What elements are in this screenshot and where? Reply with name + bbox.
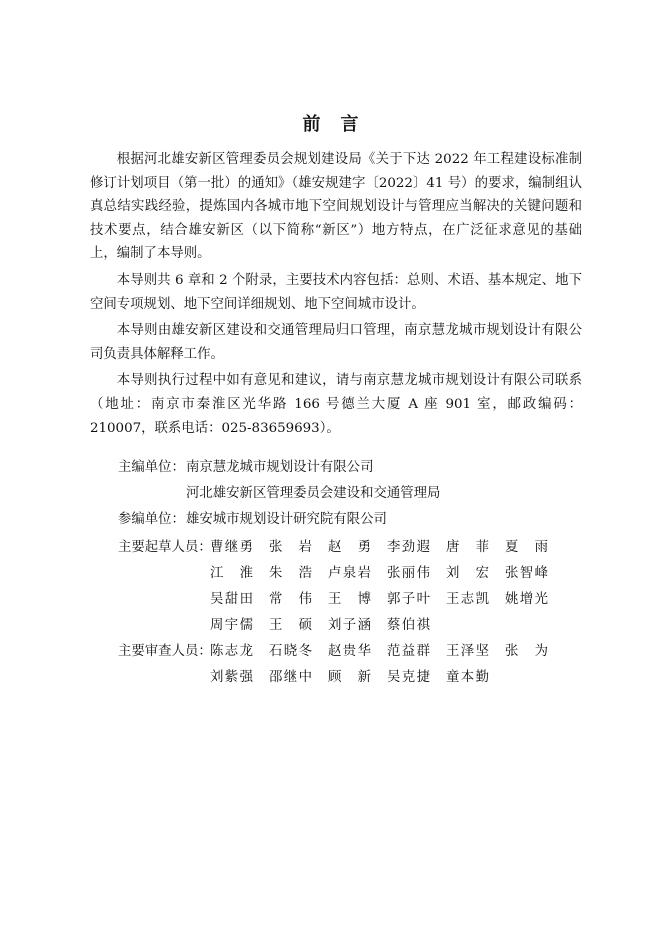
drafter-name: 朱浩	[269, 566, 312, 581]
drafter-name: 张智峰	[505, 566, 548, 581]
drafters-label: 主要起草人员：	[118, 540, 212, 555]
reviewer-name: 王泽坚	[446, 644, 489, 659]
page-title: 前 言	[302, 114, 360, 135]
drafter-row	[210, 536, 564, 562]
drafter-name: 王博	[328, 592, 371, 607]
reviewer-name: 吴克捷	[387, 670, 430, 685]
chief-editor-label: 主编单位：	[118, 460, 185, 475]
drafter-name: 卢泉岩	[328, 566, 371, 581]
reviewer-name: 陈志龙	[210, 644, 253, 659]
co-editor-line	[118, 508, 387, 532]
reviewer-name: 邵继中	[269, 670, 312, 685]
reviewer-name: 刘紫强	[210, 670, 253, 685]
reviewer-name: 张为	[505, 644, 548, 659]
reviewer-name: 顾新	[328, 670, 371, 685]
chief-editor-unit-1: 南京慧龙城市规划设计有限公司	[186, 460, 374, 475]
drafter-name: 赵勇	[328, 540, 371, 555]
drafter-row	[210, 614, 564, 640]
drafter-name: 周宇儒	[210, 618, 253, 633]
drafter-name: 刘宏	[446, 566, 489, 581]
paragraph-4: 本导则执行过程中如有意见和建议，请与南京慧龙城市规划设计有限公司联系（地址：南京市秦淮区光华路 166 号德兰大厦 A 座 901 室，邮政编码：210007，联系电话：025-83659693）。	[90, 373, 582, 436]
drafter-name: 常伟	[269, 592, 312, 607]
drafter-name: 张岩	[269, 540, 312, 555]
drafter-name: 郭子叶	[387, 592, 430, 607]
paragraph-3: 本导则由雄安新区建设和交通管理局归口管理，南京慧龙城市规划设计有限公司负责具体解释工作。	[90, 323, 582, 362]
drafter-row	[210, 562, 564, 588]
co-editor-label: 参编单位：	[118, 512, 185, 527]
drafter-name: 吴甜田	[210, 592, 253, 607]
reviewers-list	[210, 640, 564, 692]
drafter-name: 李劲遐	[387, 540, 430, 555]
drafter-row	[210, 588, 564, 614]
drafter-name: 王硕	[269, 618, 312, 633]
drafters-list	[210, 536, 564, 640]
co-editor-unit-1: 雄安城市规划设计研究院有限公司	[186, 512, 387, 527]
reviewer-name: 范益群	[387, 644, 430, 659]
reviewer-row	[210, 640, 564, 666]
drafter-name: 张丽伟	[387, 566, 430, 581]
reviewer-name: 赵贵华	[328, 644, 371, 659]
preface-body	[90, 148, 582, 443]
drafter-name: 姚增光	[505, 592, 548, 607]
paragraph-1: 根据河北雄安新区管理委员会规划建设局《关于下达 2022 年工程建设标准制修订计划项目（第一批）的通知》（雄安规建字〔2022〕41 号）的要求，编制组认真总结实践经验，提炼国内各城市地下空间规划设计与管理应当解决的关键问题和技术要点，结合雄安新区（以下简称“新区”）地方特点，在广泛征求意见的基础上，编制了本导则。	[90, 152, 582, 262]
drafter-name: 刘子涵	[328, 618, 371, 633]
chief-editor-unit-2: 河北雄安新区管理委员会建设和交通管理局	[186, 486, 441, 501]
drafter-name: 曹继勇	[210, 540, 253, 555]
drafter-name: 王志凯	[446, 592, 489, 607]
reviewers-label: 主要审查人员：	[118, 644, 212, 659]
paragraph-2: 本导则共 6 章和 2 个附录，主要技术内容包括：总则、术语、基本规定、地下空间专项规划、地下空间详细规划、地下空间城市设计。	[90, 272, 582, 312]
reviewer-name: 童本勤	[446, 670, 489, 685]
reviewer-row	[210, 666, 564, 692]
reviewer-name: 石晓冬	[269, 644, 312, 659]
drafter-name: 唐菲	[446, 540, 489, 555]
drafter-name: 江淮	[210, 566, 253, 581]
chief-editor-line	[118, 456, 373, 480]
drafter-name: 蔡伯祺	[387, 618, 430, 633]
drafter-name: 夏雨	[505, 540, 548, 555]
